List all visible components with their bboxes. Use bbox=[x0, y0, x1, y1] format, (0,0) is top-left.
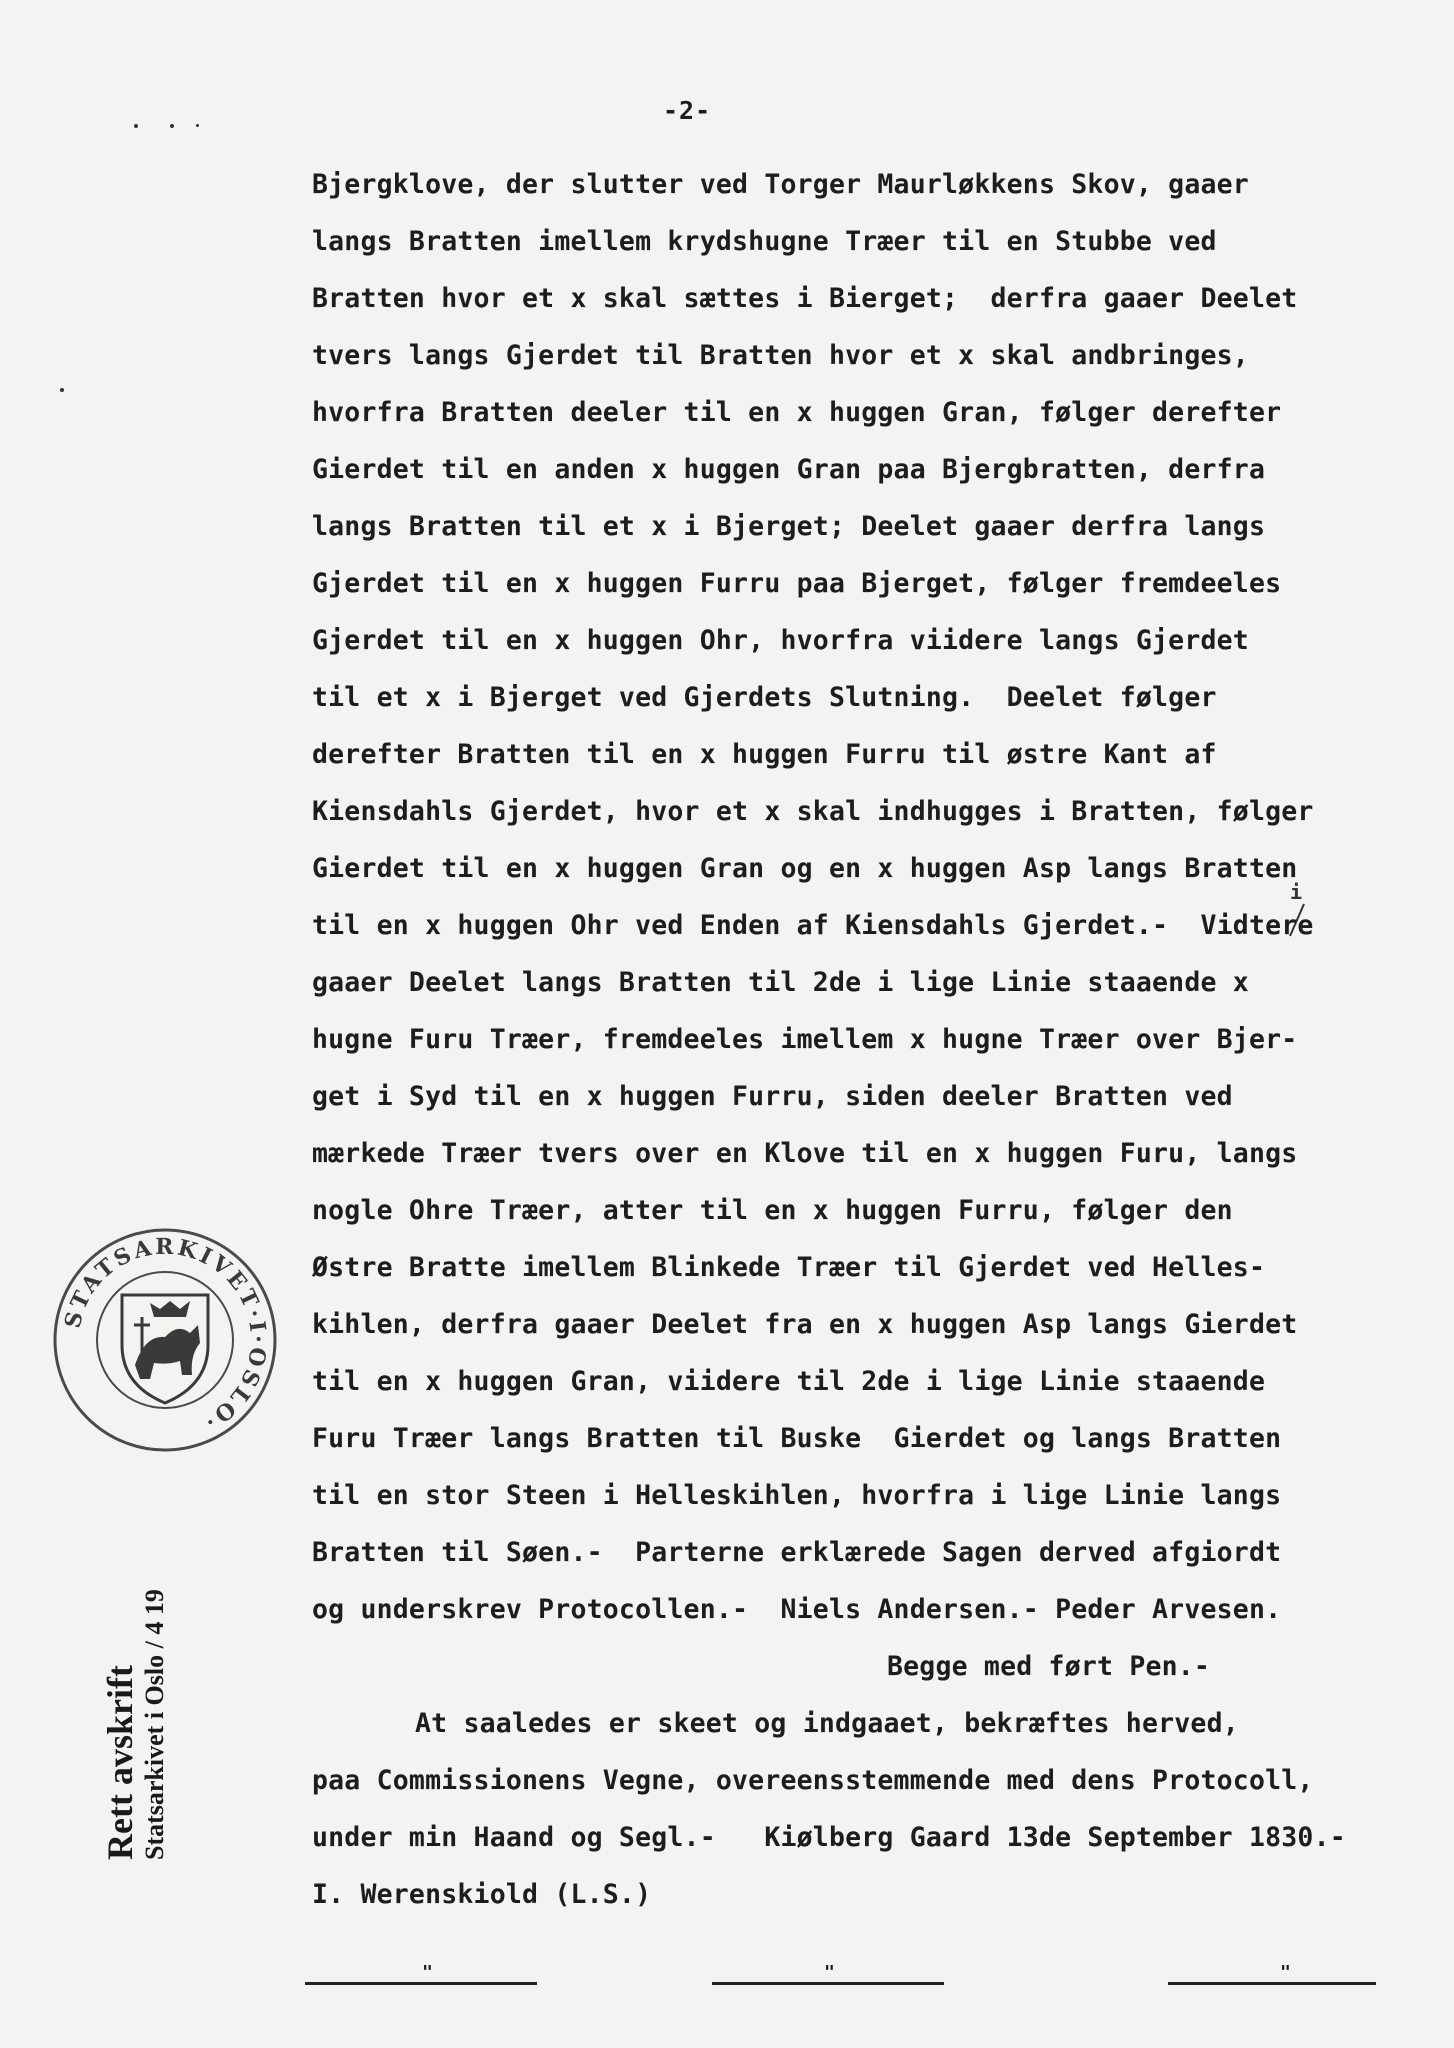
lion-coat-of-arms-icon bbox=[122, 1295, 208, 1403]
text-line: til en x huggen Gran, viidere til 2de i lige Linie staaende bbox=[312, 1366, 1266, 1397]
archive-stamp bbox=[50, 1225, 280, 1455]
text-line: langs Bratten til et x i Bjerget; Deelet gaaer derfra langs bbox=[312, 511, 1266, 542]
text-line: Bratten hvor et x skal sættes i Bierget; derfra gaaer Deelet bbox=[312, 283, 1298, 314]
text-line: Kiensdahls Gjerdet, hvor et x skal indhugges i Bratten, følger bbox=[312, 796, 1314, 827]
ditto-mark: " bbox=[422, 1962, 433, 1983]
text-line: Gjerdet til en x huggen Ohr, hvorfra viidere langs Gjerdet bbox=[312, 625, 1249, 656]
text-line: get i Syd til en x huggen Furru, siden deeler Bratten ved bbox=[312, 1081, 1233, 1112]
signature-note: Begge med ført Pen.- bbox=[887, 1651, 1211, 1682]
text-line: Gierdet til en anden x huggen Gran paa Bjergbratten, derfra bbox=[312, 454, 1266, 485]
text-line: langs Bratten imellem krydshugne Træer til en Stubbe ved bbox=[312, 226, 1217, 257]
speck bbox=[170, 124, 174, 128]
text-line: Gjerdet til en x huggen Furru paa Bjerget, følger fremdeeles bbox=[312, 568, 1282, 599]
text-line: derefter Bratten til en x huggen Furru til østre Kant af bbox=[312, 739, 1217, 770]
text-line: til et x i Bjerget ved Gjerdets Slutning. Deelet følger bbox=[312, 682, 1217, 713]
text-line: Gierdet til en x huggen Gran og en x huggen Asp langs Bratten bbox=[312, 853, 1298, 884]
certified-copy-note bbox=[100, 1589, 170, 1860]
text-line: under min Haand og Segl.- Kiølberg Gaard 13de September 1830.- bbox=[312, 1822, 1346, 1853]
closing-paragraph bbox=[312, 1695, 1432, 1923]
body-paragraph bbox=[312, 156, 1432, 1638]
divider-line bbox=[1168, 1982, 1376, 1985]
document-body bbox=[312, 156, 1432, 1923]
text-line: Furu Træer langs Bratten til Buske Gierdet og langs Bratten bbox=[312, 1423, 1282, 1454]
text-line: hvorfra Bratten deeler til en x huggen Gran, følger derefter bbox=[312, 397, 1282, 428]
divider-line bbox=[305, 1982, 537, 1985]
text-line: Bjergklove, der slutter ved Torger Maurløkkens Skov, gaaer bbox=[312, 169, 1249, 200]
text-line: nogle Ohre Træer, atter til en x huggen Furru, følger den bbox=[312, 1195, 1233, 1226]
text-line: At saaledes er skeet og indgaaet, bekræftes herved, bbox=[415, 1708, 1239, 1739]
stamp-ring-text: STATSARKIVET·I·OSLO· bbox=[59, 1233, 272, 1437]
svg-text:STATSARKIVET·I·OSLO· bbox=[60, 1234, 271, 1436]
certified-copy-subtitle: Statsarkivet i Oslo / 4 19 bbox=[140, 1589, 169, 1860]
text-line: mærkede Træer tvers over en Klove til en x huggen Furu, langs bbox=[312, 1138, 1298, 1169]
text-line: og underskrev Protocollen.- Niels Andersen.- Peder Arvesen. bbox=[312, 1594, 1282, 1625]
text-line: tvers langs Gjerdet til Bratten hvor et x skal andbringes, bbox=[312, 340, 1249, 371]
text-line: hugne Furu Træer, fremdeeles imellem x hugne Træer over Bjer- bbox=[312, 1024, 1298, 1055]
text-line: Bratten til Søen.- Parterne erklærede Sagen derved afgiordt bbox=[312, 1537, 1282, 1568]
ditto-mark: " bbox=[1280, 1962, 1291, 1983]
text-line: gaaer Deelet langs Bratten til 2de i lige Linie staaende x bbox=[312, 967, 1249, 998]
text-line: kihlen, derfra gaaer Deelet fra en x huggen Asp langs Gierdet bbox=[312, 1309, 1298, 1340]
text-line: paa Commissionens Vegne, overeensstemmende med dens Protocoll, bbox=[312, 1765, 1314, 1796]
text-line: til en x huggen Ohr ved Enden af Kiensdahls Gjerdet.- Vidtere bbox=[312, 910, 1314, 941]
speck bbox=[60, 388, 64, 392]
certified-copy-title: Rett avskrift bbox=[100, 1665, 140, 1860]
speck bbox=[134, 124, 138, 128]
text-line: til en stor Steen i Helleskihlen, hvorfra i lige Linie langs bbox=[312, 1480, 1282, 1511]
speck bbox=[196, 124, 199, 127]
text-line: Østre Bratte imellem Blinkede Træer til Gjerdet ved Helles- bbox=[312, 1252, 1266, 1283]
text-line: I. Werenskiold (L.S.) bbox=[312, 1879, 652, 1910]
ditto-mark: " bbox=[824, 1962, 835, 1983]
handwritten-correction: i bbox=[1290, 880, 1303, 904]
page-number: -2- bbox=[663, 96, 712, 125]
